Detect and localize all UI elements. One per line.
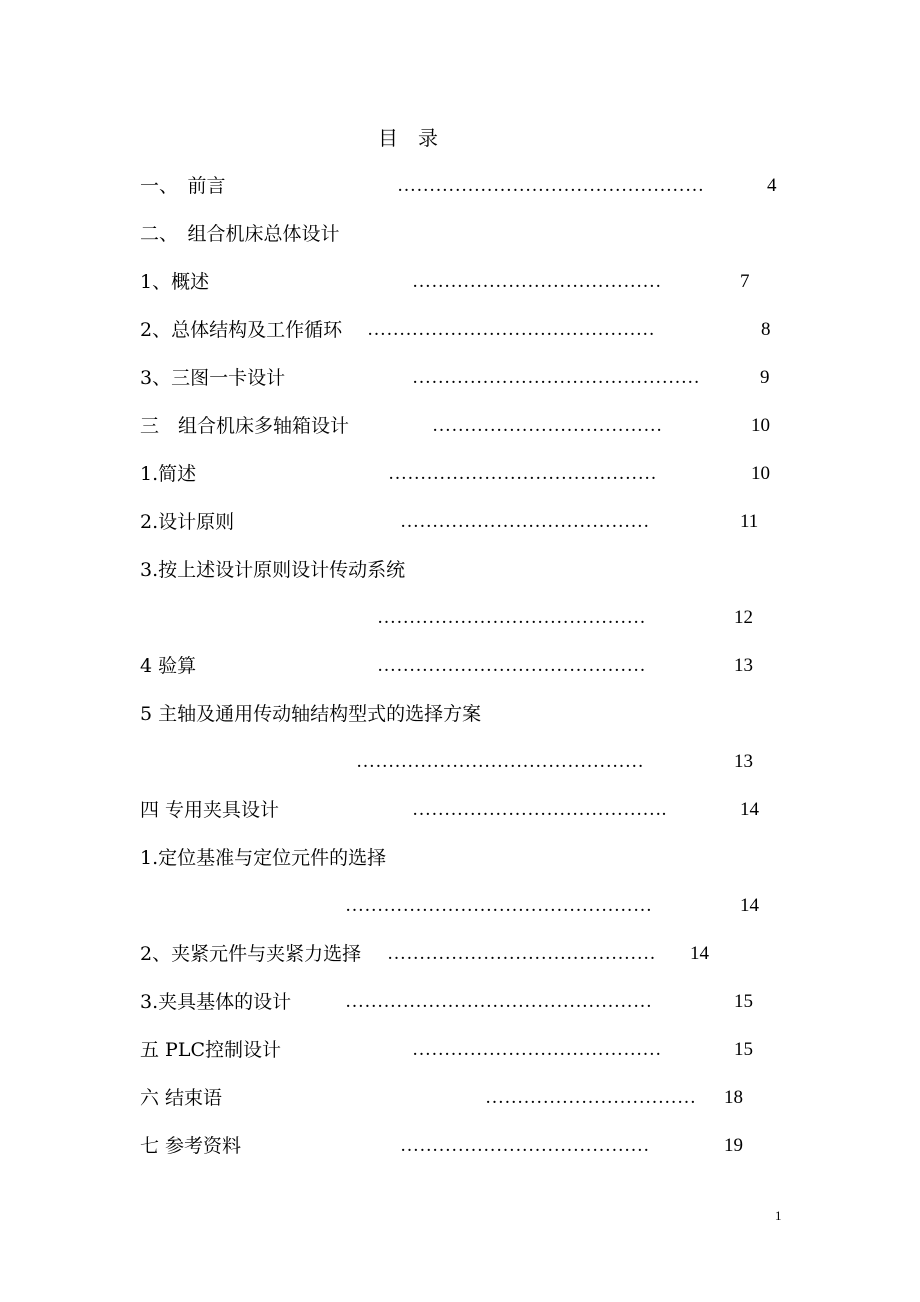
toc-entry	[140, 507, 790, 537]
toc-entry	[140, 171, 790, 201]
toc-entry-page: 7	[740, 271, 750, 292]
toc-entry-page: 14	[690, 943, 709, 964]
toc-entry-page: 8	[761, 319, 771, 340]
toc-entry-label: 六 结束语	[140, 1087, 223, 1109]
toc-title: 目 录	[378, 126, 438, 150]
toc-entry-dots: …………………………………………	[397, 175, 705, 196]
toc-entry-label: 3、三图一卡设计	[140, 367, 286, 389]
toc-entry-page: 12	[734, 607, 753, 628]
toc-entry	[140, 219, 790, 249]
toc-entry-label: 1.简述	[140, 463, 197, 485]
toc-entry	[140, 1131, 790, 1161]
toc-entry	[140, 795, 790, 825]
toc-entry-label: 三 组合机床多轴箱设计	[140, 415, 350, 437]
toc-entry	[140, 603, 790, 633]
toc-entry-label: 1、概述	[140, 271, 210, 293]
toc-entry-dots: ………………………………	[432, 415, 663, 436]
toc-entry-dots: ………………………………………	[367, 319, 655, 340]
toc-entry-page: 15	[734, 991, 753, 1012]
toc-entry-page: 13	[734, 751, 753, 772]
toc-entry-dots: ……………………………………	[388, 463, 657, 484]
toc-entry	[140, 843, 790, 873]
toc-entry-dots: …………………………………	[412, 1039, 662, 1060]
toc-entry-dots: …………………………………	[412, 271, 662, 292]
toc-entry-dots: ……………………………………	[377, 655, 646, 676]
toc-entry-label: 5 主轴及通用传动轴结构型式的选择方案	[140, 703, 482, 725]
toc-entry	[140, 651, 790, 681]
toc-entry-label: 4 验算	[140, 655, 197, 677]
toc-entry	[140, 315, 790, 345]
toc-entry	[140, 891, 790, 921]
toc-entry-dots: ……………………………………	[377, 607, 646, 628]
toc-entry-dots: …………………………………………	[345, 895, 653, 916]
page-number: 1	[775, 1208, 782, 1223]
toc-entry-label: 二、 组合机床总体设计	[140, 223, 340, 245]
toc-entry-page: 9	[760, 367, 770, 388]
toc-entry-label: 3.夹具基体的设计	[140, 991, 292, 1013]
toc-entry-dots: …………………………………	[400, 511, 650, 532]
toc-entry-dots: ………………………………………	[412, 367, 700, 388]
toc-entry	[140, 363, 790, 393]
toc-entry-page: 11	[740, 511, 759, 532]
toc-entry	[140, 459, 790, 489]
toc-entry-label: 1.定位基准与定位元件的选择	[140, 847, 387, 869]
toc-entry-dots: …………………………………	[400, 1135, 650, 1156]
toc-entry-page: 14	[740, 895, 759, 916]
toc-entry-label: 2、总体结构及工作循环	[140, 319, 343, 341]
toc-entry	[140, 939, 790, 969]
toc-entry	[140, 699, 790, 729]
toc-entry-page: 10	[751, 463, 770, 484]
toc-entry	[140, 1083, 790, 1113]
toc-entry	[140, 987, 790, 1017]
toc-entry	[140, 1035, 790, 1065]
toc-entry-page: 10	[751, 415, 770, 436]
toc-entry	[140, 747, 790, 777]
toc-entry-label: 五 PLC控制设计	[140, 1039, 281, 1061]
toc-entry	[140, 555, 790, 585]
toc-entry-page: 13	[734, 655, 753, 676]
toc-entry-dots: ……………………………	[485, 1087, 697, 1108]
toc-entry-page: 18	[724, 1087, 743, 1108]
toc-entry-label: 3.按上述设计原则设计传动系统	[140, 559, 406, 581]
toc-entry-page: 15	[734, 1039, 753, 1060]
toc-entry	[140, 411, 790, 441]
toc-entry-dots: …………………………………………	[345, 991, 653, 1012]
toc-entry-label: 四 专用夹具设计	[140, 799, 280, 821]
toc-entry-page: 19	[724, 1135, 743, 1156]
toc-entry-label: 一、 前言	[140, 175, 226, 197]
toc-entry-page: 4	[767, 175, 777, 196]
toc-entry-label: 2、夹紧元件与夹紧力选择	[140, 943, 362, 965]
toc-entry-dots: ……………………………………	[387, 943, 656, 964]
toc-entry-label: 七 参考资料	[140, 1135, 242, 1157]
toc-entry-label: 2.设计原则	[140, 511, 235, 533]
toc-entry	[140, 267, 790, 297]
toc-entry-page: 14	[740, 799, 759, 820]
toc-entry-dots: ………………………………………	[356, 751, 644, 772]
toc-entry-dots: ………………………………….	[412, 799, 667, 820]
